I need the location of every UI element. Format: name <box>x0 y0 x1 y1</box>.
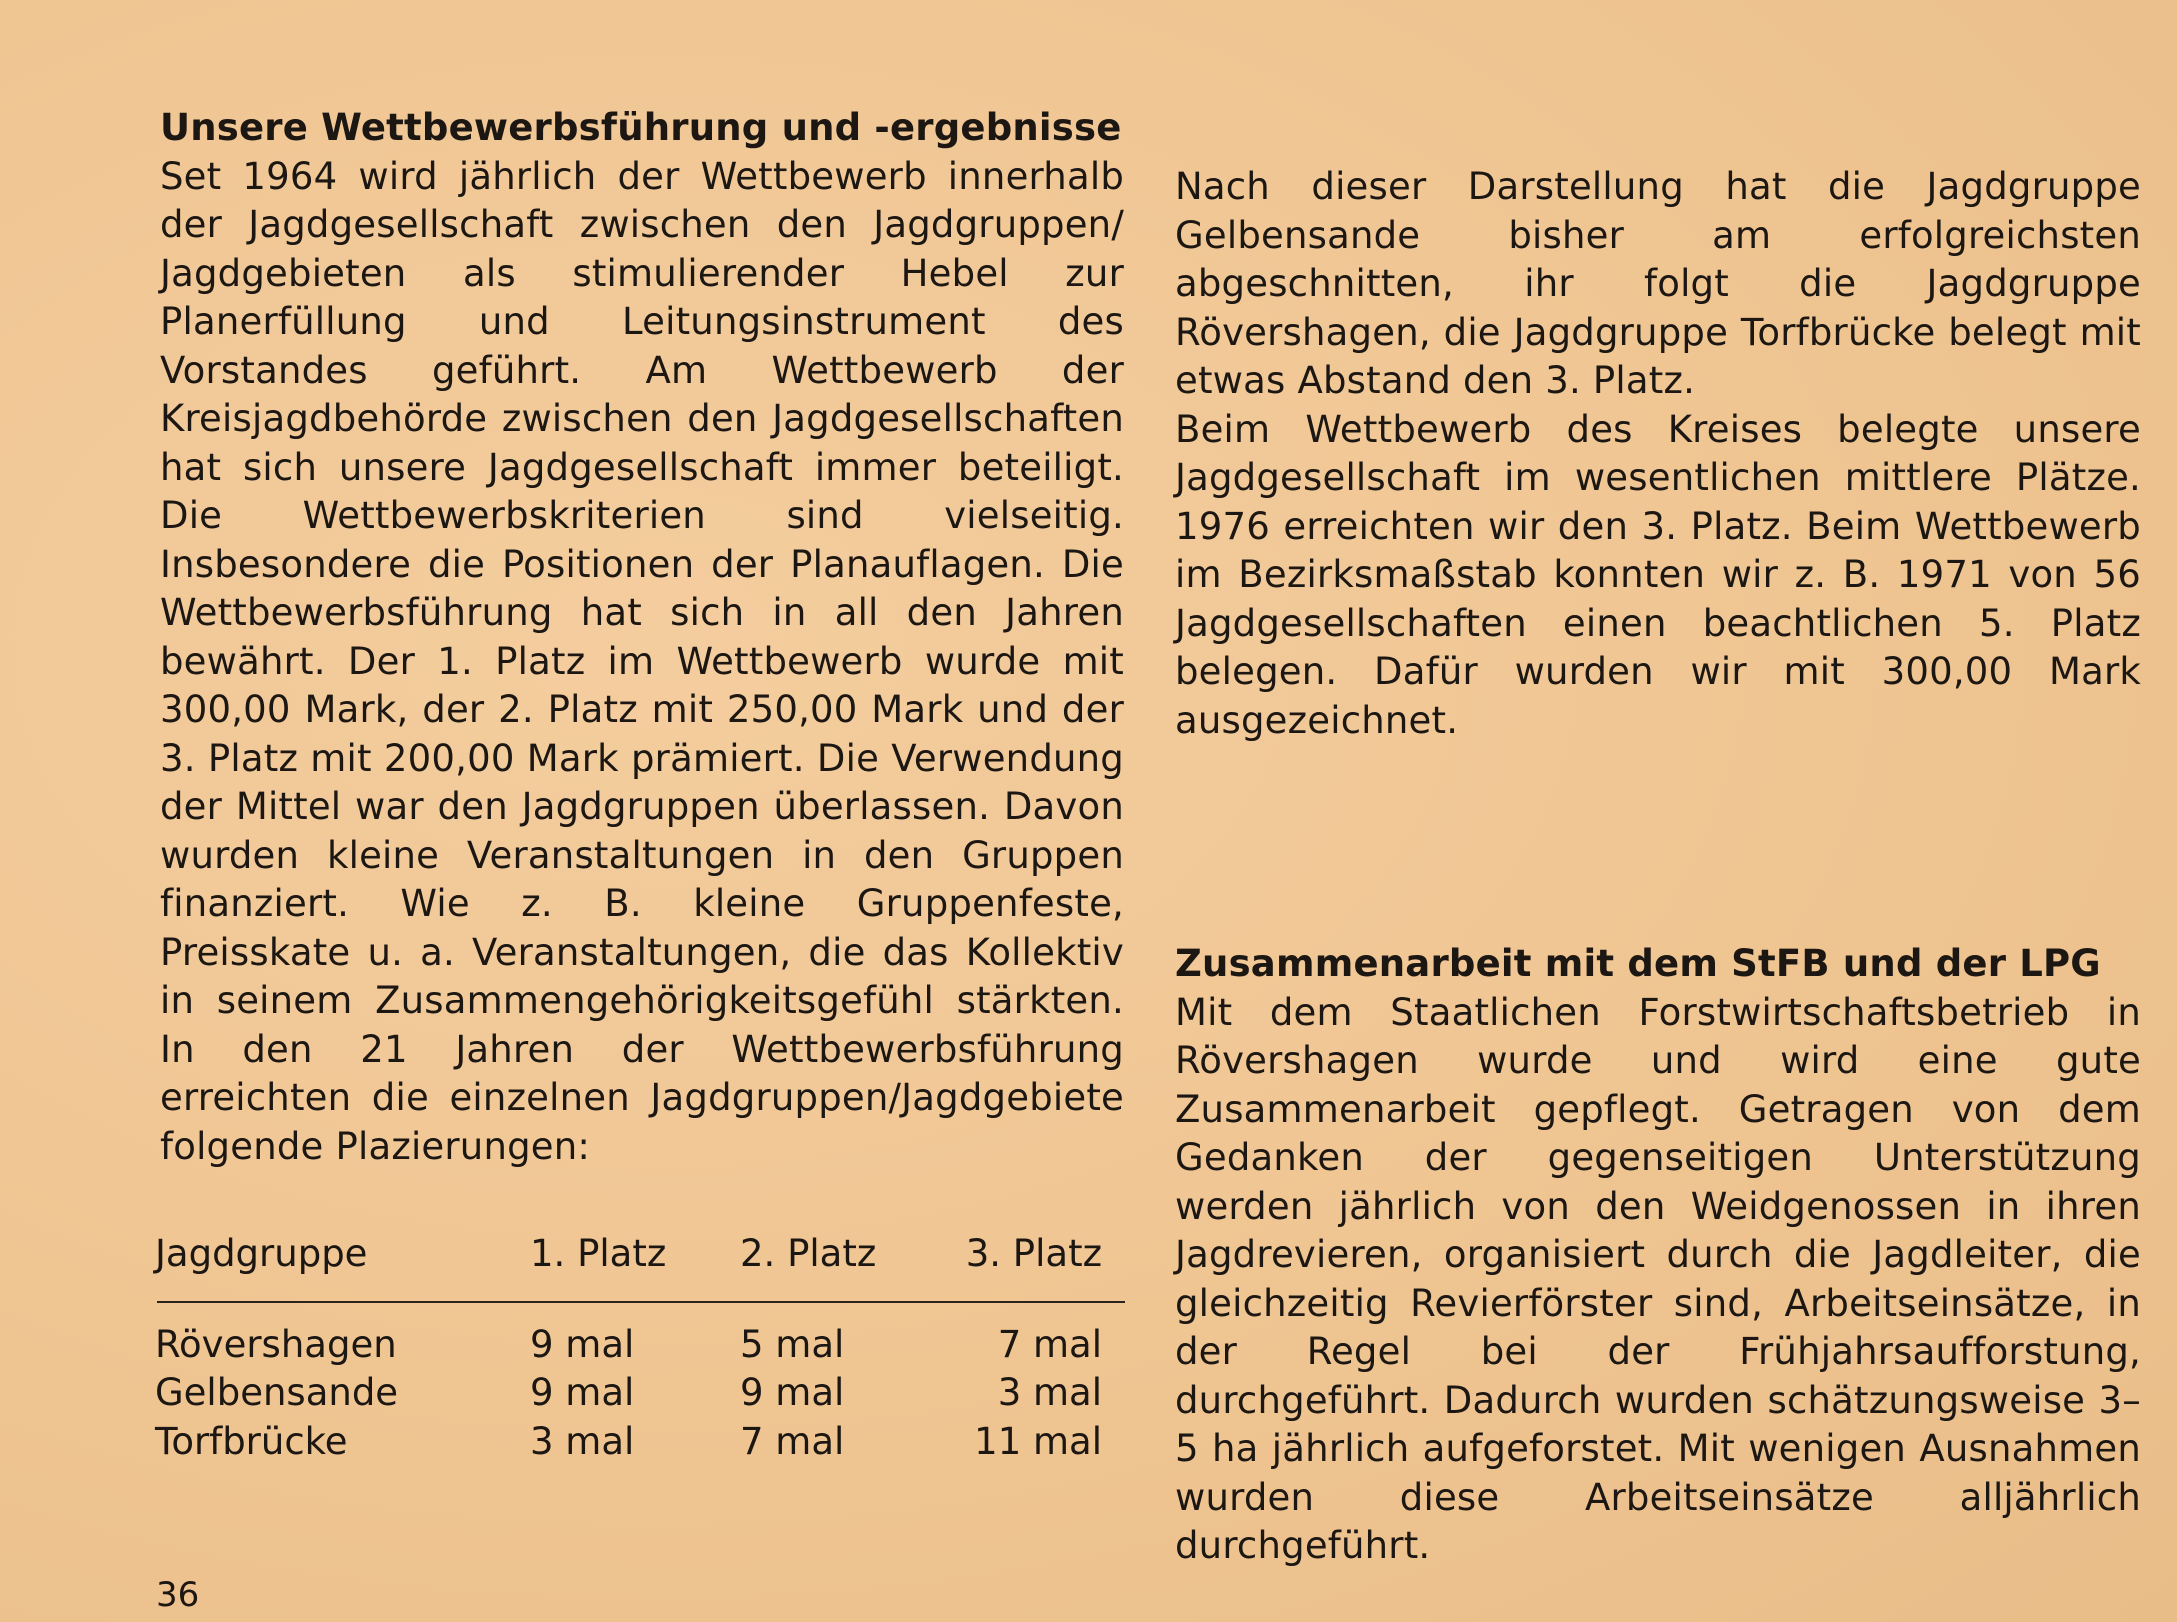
table-cell: 3 mal <box>530 1419 635 1463</box>
table-cell: 9 mal <box>740 1371 845 1414</box>
table-cell: 11 mal <box>974 1419 1102 1463</box>
table-header-cell: 1. Platz <box>530 1232 667 1275</box>
table-row <box>155 1369 1125 1418</box>
table-row <box>155 1321 1125 1370</box>
table-row <box>155 1418 1125 1467</box>
paragraph-zusammenarbeit: Mit dem Staatlichen Forstwirtschaftsbetrieb in Rövershagen wurde und wird eine gute Zusammenarbeit gepflegt. Getragen von dem Gedanken der gegenseitigen Unterstützung werden jährlich von den Weidgenossen in ihren Jagdrevieren, organisiert durch die Jagdleiter, die gleichzeitig Revierförster sind, Arbeitseinsätze, in der Regel bei der Frühjahrsaufforstung, durchgeführt. Dadurch wurden schätzungsweise 3–5 ha jährlich aufgeforstet. Mit wenigen Ausnahmen wurden diese Arbeitseinsätze alljährlich durchgeführt. <box>1175 990 2141 1567</box>
table-divider <box>157 1301 1125 1303</box>
section-heading-zusammenarbeit: Zusammenarbeit mit dem StFB und der LPG <box>1175 942 2101 985</box>
left-column <box>160 104 1124 1171</box>
table-cell: Rövershagen <box>155 1322 397 1366</box>
table-header-cell: 2. Platz <box>740 1232 877 1275</box>
table-cell: 7 mal <box>740 1419 845 1463</box>
right-column-lower <box>1175 940 2141 1571</box>
table-header-cell: Jagdgruppe <box>155 1232 368 1275</box>
table-header-cell: 3. Platz <box>965 1232 1102 1275</box>
table-cell: Torfbrücke <box>155 1419 348 1463</box>
table-cell: 3 mal <box>997 1371 1102 1414</box>
table-cell: 5 mal <box>740 1322 845 1366</box>
table-cell: Gelbensande <box>155 1371 399 1414</box>
paragraph-kreis-wettbewerb: Beim Wettbewerb des Kreises belegte unsere Jagdgesellschaft im wesentlichen mittlere Plätze. 1976 erreichten wir den 3. Platz. Beim Wettbewerb im Bezirksmaßstab konnten wir z. B. 1971 von 56 Jagdgesellschaften einen beachtlichen 5. Platz belegen. Dafür wurden wir mit 300,00 Mark ausgezeichnet. <box>1175 407 2141 742</box>
placement-table <box>155 1230 1125 1466</box>
table-cell: 7 mal <box>997 1322 1102 1366</box>
table-header-row <box>155 1230 1125 1279</box>
section-heading-wettbewerb: Unsere Wettbewerbsführung und -ergebnisse <box>160 106 1122 149</box>
paragraph-wettbewerb: Set 1964 wird jährlich der Wettbewerb innerhalb der Jagdgesellschaft zwischen den Jagdgruppen/ Jagdgebieten als stimulierender Hebel zur Planerfüllung und Leitungsinstrument des Vorstandes geführt. Am Wettbewerb der Kreisjagdbehörde zwischen den Jagdgesellschaften hat sich unsere Jagdgesellschaft immer beteiligt. Die Wettbewerbskriterien sind vielseitig. Insbesondere die Positionen der Planauflagen. Die Wettbewerbsführung hat sich in all den Jahren bewährt. Der 1. Platz im Wettbewerb wurde mit 300,00 Mark, der 2. Platz mit 250,00 Mark und der 3. Platz mit 200,00 Mark prämiert. Die Verwendung der Mittel war den Jagdgruppen überlassen. Davon wurden kleine Veranstaltungen in den Gruppen finanziert. Wie z. B. kleine Gruppenfeste, Preisskate u. a. Veranstaltungen, die das Kollektiv in seinem Zusammengehörigkeitsgefühl stärkten. In den 21 Jahren der Wettbewerbsführung erreichten die einzelnen Jagdgruppen/Jagdgebiete folgende Plazierungen: <box>160 154 1124 1168</box>
right-column <box>1175 163 2141 745</box>
table-cell: 9 mal <box>530 1371 635 1414</box>
table-cell: 9 mal <box>530 1322 635 1366</box>
page-number: 36 <box>156 1575 200 1615</box>
paragraph-darstellung: Nach dieser Darstellung hat die Jagdgruppe Gelbensande bisher am erfolgreichsten abgeschnitten, ihr folgt die Jagdgruppe Rövershagen, die Jagdgruppe Torfbrücke belegt mit etwas Abstand den 3. Platz. <box>1175 165 2141 402</box>
